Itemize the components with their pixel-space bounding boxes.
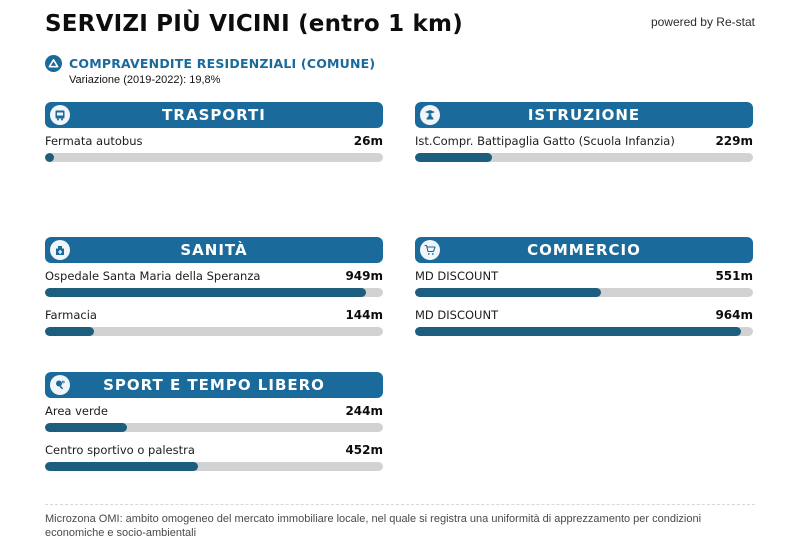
distance-bar-track (45, 462, 383, 471)
distance-bar-fill (415, 153, 492, 162)
service-distance: 144m (345, 308, 383, 322)
section-sanita (45, 237, 383, 336)
distance-bar-fill (45, 153, 54, 162)
service-distance: 452m (345, 443, 383, 457)
distance-bar-track (415, 288, 753, 297)
distance-bar-fill (45, 462, 198, 471)
section-header-commercio (415, 237, 753, 263)
section-commercio (415, 237, 753, 336)
service-label: Area verde (45, 404, 108, 418)
service-distance: 964m (715, 308, 753, 322)
variazione-label: Variazione (2019-2022): 19,8% (69, 74, 221, 86)
distance-bar-track (45, 288, 383, 297)
section-sport (45, 372, 383, 471)
hospital-icon (50, 240, 70, 260)
section-header-sanita (45, 237, 383, 263)
distance-bar-fill (415, 288, 601, 297)
service-label: Ist.Compr. Battipaglia Gatto (Scuola Infanzia) (415, 134, 675, 148)
service-distance: 551m (715, 269, 753, 283)
section-title: ISTRUZIONE (527, 106, 641, 124)
distance-bar-fill (45, 288, 366, 297)
section-trasporti (45, 102, 383, 162)
service-distance: 949m (345, 269, 383, 283)
service-label: MD DISCOUNT (415, 269, 499, 283)
service-distance: 26m (353, 134, 383, 148)
section-title: TRASPORTI (162, 106, 266, 124)
distance-bar-track (415, 153, 753, 162)
distance-bar-fill (45, 327, 94, 336)
section-title: COMMERCIO (527, 241, 641, 259)
page-title: SERVIZI PIÙ VICINI (entro 1 km) (45, 11, 463, 37)
service-row (45, 269, 383, 297)
section-istruzione (415, 102, 753, 162)
distance-bar-fill (415, 327, 741, 336)
distance-bar-track (45, 327, 383, 336)
section-title: SPORT E TEMPO LIBERO (103, 376, 325, 394)
section-header-trasporti (45, 102, 383, 128)
distance-bar-track (45, 423, 383, 432)
service-label: MD DISCOUNT (415, 308, 499, 322)
distance-bar-track (415, 327, 753, 336)
service-row (45, 308, 383, 336)
service-label: Ospedale Santa Maria della Speranza (45, 269, 261, 283)
service-label: Fermata autobus (45, 134, 143, 148)
service-row (45, 404, 383, 432)
microzona-footnote: Microzona OMI: ambito omogeneo del mercato immobiliare locale, nel quale si registra una uniformità di apprezzamento per condizioni economiche e socio-ambientali (45, 504, 755, 540)
section-header-istruzione (415, 102, 753, 128)
graduate-icon (420, 105, 440, 125)
section-header-sport (45, 372, 383, 398)
compravendite-label: COMPRAVENDITE RESIDENZIALI (COMUNE) (69, 56, 376, 71)
service-label: Farmacia (45, 308, 97, 322)
service-label: Centro sportivo o palestra (45, 443, 195, 457)
service-distance: 229m (715, 134, 753, 148)
service-distance: 244m (345, 404, 383, 418)
delta-triangle-icon (45, 55, 62, 72)
service-row (415, 134, 753, 162)
service-row (45, 443, 383, 471)
powered-by-label: powered by Re-stat (650, 15, 755, 29)
service-row (415, 308, 753, 336)
section-title: SANITÀ (180, 241, 248, 259)
service-row (415, 269, 753, 297)
bus-icon (50, 105, 70, 125)
racket-icon (50, 375, 70, 395)
distance-bar-fill (45, 423, 127, 432)
distance-bar-track (45, 153, 383, 162)
service-row (45, 134, 383, 162)
compravendite-subheader (45, 55, 375, 86)
shopping-cart-icon (420, 240, 440, 260)
